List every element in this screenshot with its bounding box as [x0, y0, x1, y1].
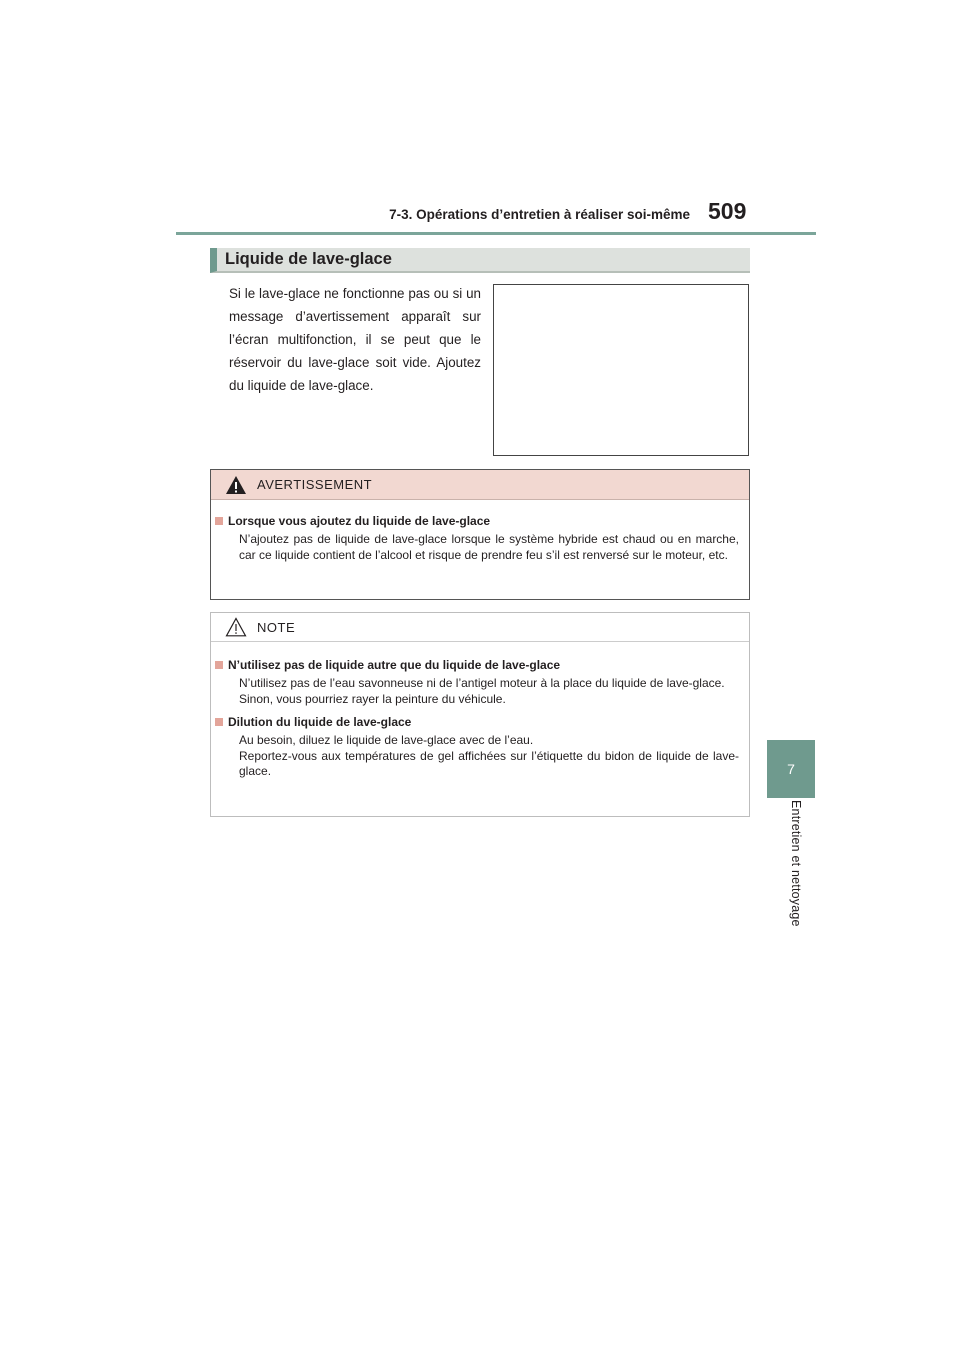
note-box — [210, 612, 750, 817]
note-item-line: Reportez-vous aux températures de gel affichées sur l’étiquette du bidon de liquide de lave-glace. — [239, 748, 739, 778]
running-header-title: 7-3. Opérations d’entretien à réaliser soi-même — [389, 207, 690, 222]
chapter-tab — [767, 740, 815, 798]
section-heading — [210, 248, 750, 273]
warning-item-title: Lorsque vous ajoutez du liquide de lave-glace — [228, 514, 491, 528]
section-heading-text: Liquide de lave-glace — [225, 250, 392, 268]
bullet-square-icon — [215, 517, 223, 525]
caution-triangle-outline-icon — [225, 617, 247, 637]
note-item-line: Au besoin, diluez le liquide de lave-glace avec de l’eau. — [239, 733, 534, 747]
chapter-number: 7 — [787, 761, 795, 777]
warning-item — [211, 514, 749, 563]
warning-triangle-icon — [225, 475, 247, 495]
bullet-square-icon — [215, 718, 223, 726]
note-item — [211, 715, 749, 780]
note-item-line: N’utilisez pas de l’eau savonneuse ni de l’antigel moteur à la place du liquide de lave-glace. — [239, 676, 725, 690]
header-rule — [176, 232, 816, 235]
chapter-label: Entretien et nettoyage — [789, 800, 803, 927]
note-item-body — [228, 676, 739, 707]
note-item-title: Dilution du liquide de lave-glace — [228, 715, 412, 729]
warning-title: AVERTISSEMENT — [257, 477, 373, 492]
intro-paragraph: Si le lave-glace ne fonctionne pas ou si un message d’avertissement apparaît sur l’écran multifonction, il se peut que le réservoir du lave-glace soit vide. Ajoutez du liquide de lave-glace. — [229, 286, 481, 393]
illustration-frame — [493, 284, 749, 456]
warning-item-body: N’ajoutez pas de liquide de lave-glace lorsque le système hybride est chaud ou en marche, car ce liquide contient de l’alcool et risque de prendre feu s’il est renversé sur le moteur, etc. — [239, 532, 739, 562]
note-item-title: N’utilisez pas de liquide autre que du liquide de lave-glace — [228, 658, 561, 672]
bullet-square-icon — [215, 661, 223, 669]
warning-box — [210, 469, 750, 600]
note-item-line: Sinon, vous pourriez rayer la peinture du véhicule. — [239, 691, 506, 706]
note-item-body — [228, 733, 739, 780]
note-title: NOTE — [257, 619, 296, 635]
note-header — [211, 613, 749, 642]
page-number: 509 — [708, 198, 747, 224]
warning-header — [211, 470, 749, 500]
note-item — [211, 658, 749, 707]
